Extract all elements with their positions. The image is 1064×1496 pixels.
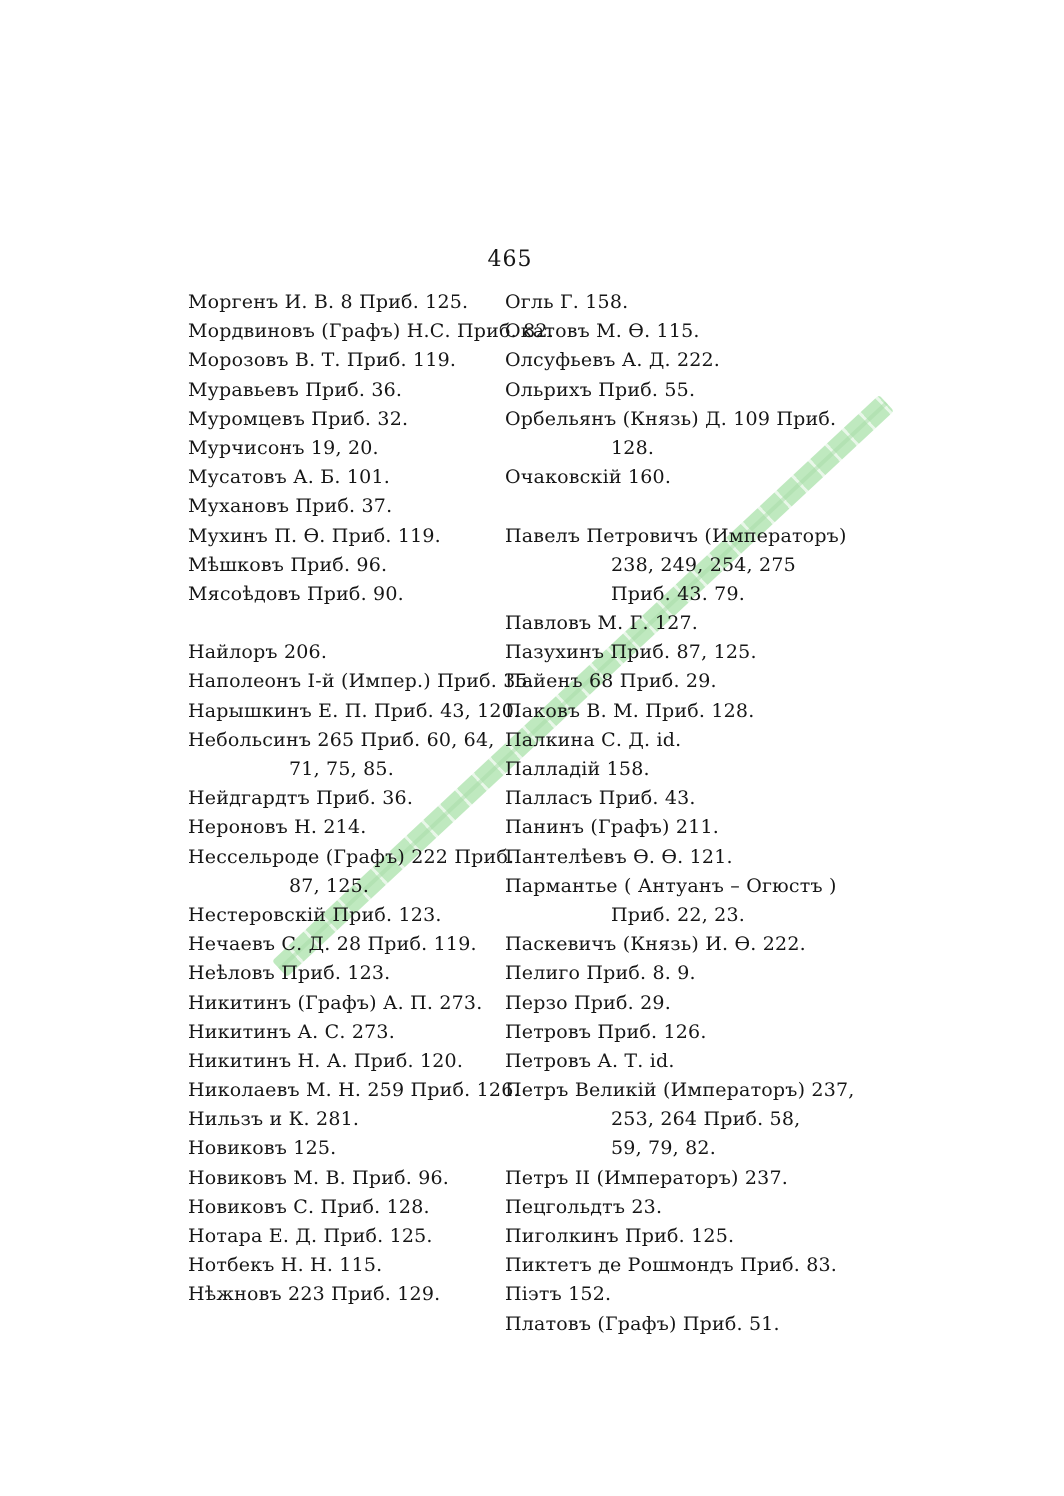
index-entry: Моргенъ И. В. 8 Приб. 125. [188,291,469,313]
index-entry-continuation: 128. [611,436,655,459]
index-entry: Нессельроде (Графъ) 222 Приб. [188,845,515,868]
section-gap [188,609,506,638]
index-entry: Нотара Е. Д. Приб. 125. [188,1225,433,1247]
index-entry: Пиктетъ де Рошмондъ Приб. 83. [505,1254,838,1277]
index-entry-continuation: Приб. 22, 23. [611,903,745,926]
index-entry-continuation: 71, 75, 85. [289,758,394,780]
index-entry: Нечаевъ С. Д. 28 Приб. 119. [188,933,477,956]
index-entry-continuation: 238, 249, 254, 275 [611,553,796,576]
index-entry: Огль Г. 158. [505,291,629,313]
index-column-left [188,288,554,1310]
index-entry: Пантелѣевъ Ѳ. Ѳ. 121. [505,845,733,868]
index-entry: Олсуфьевъ А. Д. 222. [505,349,721,372]
index-entry: Паскевичъ (Князь) И. Ѳ. 222. [505,933,806,956]
index-entry: Петръ II (Императоръ) 237. [505,1166,788,1189]
index-entry: Платовъ (Графъ) Приб. 51. [505,1312,780,1335]
index-entry: Палласъ Приб. 43. [505,787,696,810]
index-entry: Нильзъ и К. 281. [188,1108,360,1131]
index-entry: Петровъ А. Т. id. [505,1049,675,1072]
index-entry: Окатовъ М. Ѳ. 115. [505,320,700,343]
index-entry: Пелиго Приб. 8. 9. [505,962,696,985]
index-entry: Николаевъ М. Н. 259 Приб. 126. [188,1079,520,1102]
index-entry: Мусатовъ А. Б. 101. [188,466,390,489]
index-entry: Нѣжновъ 223 Приб. 129. [188,1283,441,1306]
index-entry: Нестеровскій Приб. 123. [188,903,442,926]
index-entry: Павелъ Петровичъ (Императоръ) [505,524,847,547]
index-entry: Неѣловъ Приб. 123. [188,962,391,985]
index-entry-continuation: 59, 79, 82. [611,1137,716,1160]
page-number: 465 [487,247,533,272]
index-entry: Мясоѣдовъ Приб. 90. [188,582,404,605]
index-entry: Новиковъ 125. [188,1137,337,1160]
index-entry: Нероновъ Н. 214. [188,816,367,839]
index-entry: Муромцевъ Приб. 32. [188,407,409,430]
index-entry: Найлоръ 206. [188,641,328,664]
index-entry: Нарышкинъ Е. П. Приб. 43, 120. [188,699,521,722]
index-entry: Орбельянъ (Князь) Д. 109 Приб. [505,407,837,430]
index-entry: Пиголкинъ Приб. 125. [505,1225,735,1247]
index-entry-continuation: 87, 125. [289,874,370,897]
index-entry: Пайенъ 68 Приб. 29. [505,670,717,693]
index-entry: Никитинъ (Графъ) А. П. 273. [188,991,483,1014]
index-entry: Никитинъ А. С. 273. [188,1020,395,1043]
index-entry: Никитинъ Н. А. Приб. 120. [188,1049,464,1072]
index-entry: Піэтъ 152. [505,1283,612,1306]
index-entry: Мухановъ Приб. 37. [188,495,393,518]
index-entry: Палкина С. Д. id. [505,728,682,751]
index-entry: Нотбекъ Н. Н. 115. [188,1254,383,1277]
index-entry: Наполеонъ I-й (Импер.) Приб. 35. [188,670,535,693]
index-entry: Перзо Приб. 29. [505,991,671,1014]
index-entry: Муравьевъ Приб. 36. [188,378,403,401]
index-entry: Морозовъ В. Т. Приб. 119. [188,349,457,372]
index-column-right [505,288,855,1339]
index-entry: Небольсинъ 265 Приб. 60, 64, [188,728,495,751]
index-entry: Пецгольдтъ 23. [505,1195,663,1218]
index-entry-continuation: Приб. 43. 79. [611,582,745,605]
index-entry: Мѣшковъ Приб. 96. [188,553,388,576]
index-entry-continuation: 253, 264 Приб. 58, [611,1108,801,1131]
index-entry: Петровъ Приб. 126. [505,1020,707,1043]
index-entry: Павловъ М. Г. 127. [505,612,699,635]
index-entry: Панинъ (Графъ) 211. [505,816,720,839]
index-entry: Паковъ В. М. Приб. 128. [505,699,755,722]
index-entry: Палладій 158. [505,758,650,780]
section-gap [505,492,835,521]
index-entry: Новиковъ М. В. Приб. 96. [188,1166,450,1189]
index-entry: Новиковъ С. Приб. 128. [188,1195,430,1218]
index-entry: Пармантье ( Антуанъ – Огюстъ ) [505,874,837,897]
index-entry: Нейдгардтъ Приб. 36. [188,787,414,810]
index-entry: Ольрихъ Приб. 55. [505,378,696,401]
index-entry: Очаковскій 160. [505,466,672,489]
index-entry: Петръ Великій (Императоръ) 237, [505,1079,855,1102]
index-entry: Пазухинъ Приб. 87, 125. [505,641,757,664]
index-entry: Мухинъ П. Ѳ. Приб. 119. [188,524,441,547]
index-entry: Мурчисонъ 19, 20. [188,436,379,459]
index-entry: Мордвиновъ (Графъ) Н.С. Приб. 82. [188,320,554,343]
